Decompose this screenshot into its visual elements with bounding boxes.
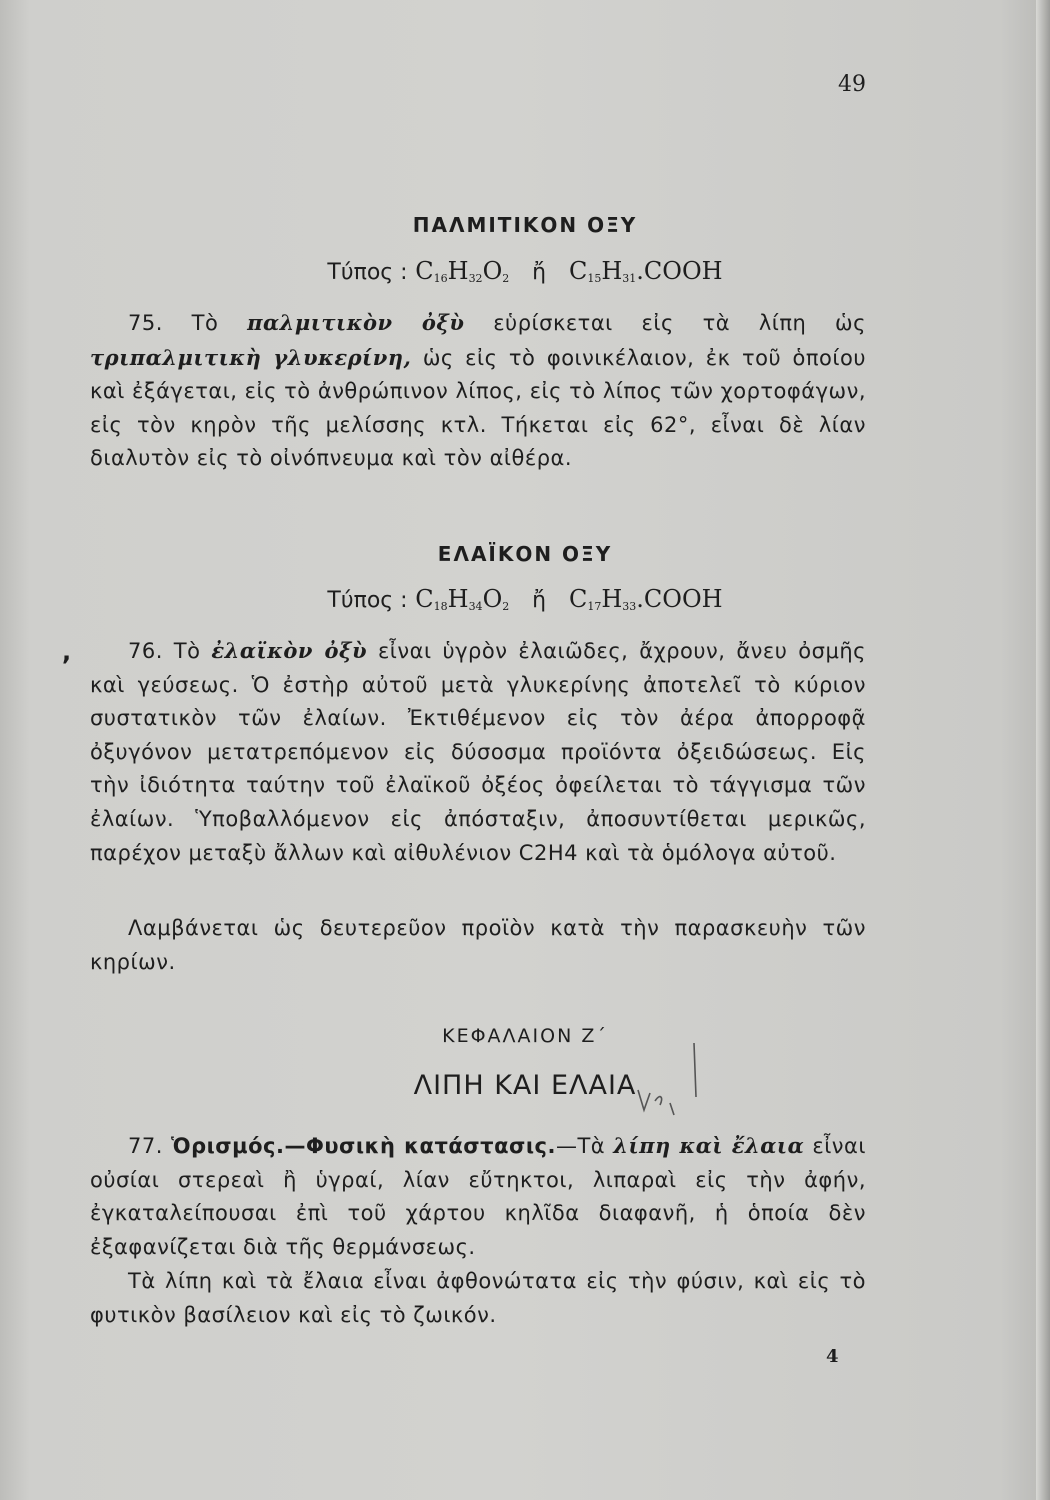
- paragraph-76-2: Λαμβάνεται ὡς δευτερεῦον προϊὸν κατὰ τὴν παρασκευὴν τῶν κηρίων.: [90, 916, 866, 974]
- para-number: 77.: [128, 1134, 163, 1158]
- paragraph-76: 76. Τὸ ἐλαϊκὸν ὀξὺ εἶναι ὑγρὸν ἐλαιῶδες, ἄχρουν, ἄνευ ὀσμῆς καὶ γεύσεως. Ὁ ἐστὴρ αὐτοῦ μετὰ γλυκερίνης ἀποτελεῖ τὸ κύριον συστατικὸν τῶν ἐλαίων. Ἐκτιθέμενον εἰς τὸν ἀέρα ἀπορροφᾷ ὀξυγόνον μετατρεπόμενον εἰς δύσοσμα προϊόντα ὀξειδώσεως. Εἰς τὴν ἰδιότητα ταύτην τοῦ ἐλαϊκοῦ ὀξέος ὀφείλεται τὸ τάγγισμα τῶν ἐλαίων. Ὑποβαλλόμενον εἰς ἀπόσταξιν, ἀποσυντίθεται μερικῶς, παρέχον μεταξὺ ἄλλων καὶ αἰθυλένιον C2H4 καὶ τὰ ὁμόλογα αὐτοῦ.: [90, 638, 866, 865]
- formula-b: $C_{15}H_{31}.COOH$: [568, 257, 723, 285]
- formula-b: $C_{17}H_{33}.COOH$: [568, 585, 723, 613]
- paragraph-75: 75. Τὸ παλμιτικὸν ὀξὺ εὑρίσκεται εἰς τὰ λίπη ὡς τριπαλμιτικὴ γλυκερίνη, ὡς εἰς τὸ φοινικέλαιον, ἐκ τοῦ ὁποίου καὶ ἐξάγεται, εἰς τὸ ἀνθρώπινον λίπος, εἰς τὸ λίπος τῶν χορτοφάγων, εἰς τὸν κηρὸν τῆς μελίσσης κτλ. Τήκεται εἰς 62°, εἶναι δὲ λίαν διαλυτὸν εἰς τὸ οἰνόπνευμα καὶ τὸν αἰθέρα.: [90, 310, 866, 471]
- palmitic-formula: [0, 257, 1050, 285]
- signature-mark: 4: [826, 1346, 839, 1367]
- margin-mark: ,: [62, 638, 72, 666]
- para-number: 75.: [128, 311, 163, 335]
- formula-or: ἤ: [532, 588, 547, 613]
- palmitic-heading: ΠΑΛΜΙΤΙΚΟΝ ΟΞΥ: [412, 213, 638, 237]
- term-fats-oils: λίπη καὶ ἔλαια: [613, 1133, 805, 1158]
- formula-or: ἤ: [532, 260, 547, 285]
- pencil-annotation-icon: [620, 1035, 720, 1125]
- term-oleic: ἐλαϊκὸν ὀξὺ: [211, 638, 368, 663]
- para-number: 76.: [128, 639, 163, 663]
- paragraph-77-2: Τὰ λίπη καὶ τὰ ἔλαια εἶναι ἀφθονώτατα εἰς τὴν φύσιν, καὶ εἰς τὸ φυτικὸν βασίλειον καὶ εἰς τὸ ζωικόν.: [90, 1269, 866, 1327]
- oleic-heading: ΕΛΑΪΚΟΝ ΟΞΥ: [437, 542, 613, 566]
- formula-a: $C_{16}H_{32}O_2$: [415, 257, 510, 285]
- page-number: 49: [838, 72, 866, 97]
- term-tripalmitin: τριπαλμιτικὴ γλυκερίνη,: [90, 344, 412, 370]
- formula-label: Τύπος :: [327, 260, 408, 285]
- para-heading: Ὁρισμός.—Φυσικὴ κατάστασις.: [171, 1134, 556, 1158]
- oleic-formula: [0, 585, 1050, 613]
- formula-a: $C_{18}H_{34}O_2$: [415, 585, 510, 613]
- chapter-title: ΛΙΠΗ ΚΑΙ ΕΛΑΙΑ: [413, 1070, 637, 1101]
- paragraph-77: 77. Ὁρισμός.—Φυσικὴ κατάστασις.—Τὰ λίπη καὶ ἔλαια εἶναι οὐσίαι στερεαὶ ἢ ὑγραί, λίαν εὔτηκτοι, λιπαραὶ εἰς τὴν ἀφήν, ἐγκαταλείπουσαι ἐπὶ τοῦ χάρτου κηλῖδα διαφανῆ, ἡ ὁποία δὲν ἐξαφανίζεται διὰ τῆς θερμάνσεως.: [90, 1133, 866, 1259]
- formula-label: Τύπος :: [327, 588, 408, 613]
- chapter-label: ΚΕΦΑΛΑΙΟΝ Ζ΄: [442, 1025, 608, 1047]
- term-palmitic: παλμιτικὸν ὀξὺ: [247, 310, 465, 335]
